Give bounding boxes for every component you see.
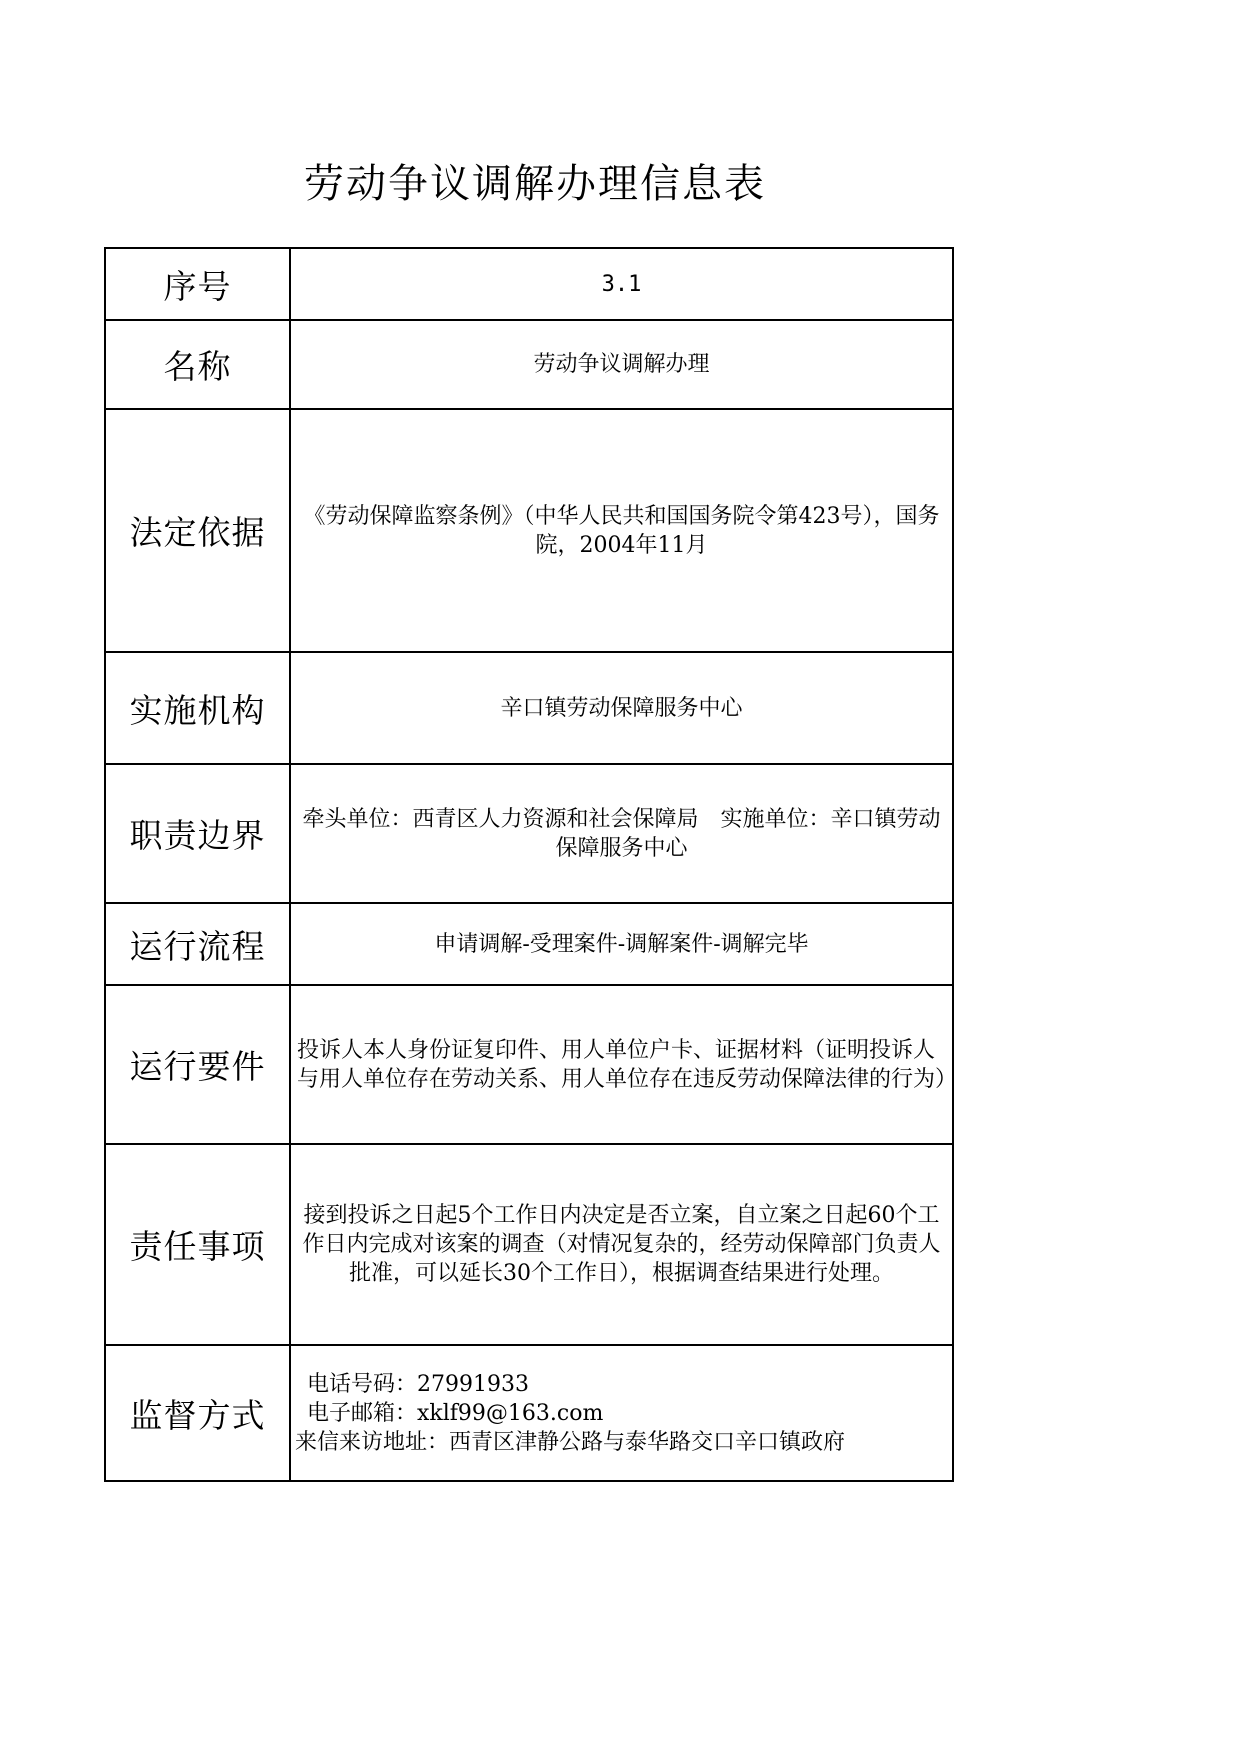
row-label-supervision: 监督方式 [105, 1345, 290, 1481]
row-label-duties: 责任事项 [105, 1144, 290, 1345]
row-label-serial: 序号 [105, 248, 290, 320]
row-label-responsibility-boundary: 职责边界 [105, 764, 290, 903]
page-title: 劳动争议调解办理信息表 [304, 161, 766, 207]
table-row [105, 764, 953, 903]
row-label-process: 运行流程 [105, 903, 290, 985]
row-label-institution: 实施机构 [105, 652, 290, 764]
table-row [105, 1345, 953, 1481]
table-row [105, 320, 953, 409]
row-value-institution: 辛口镇劳动保障服务中心 [290, 652, 953, 764]
row-value-legal-basis: 《劳动保障监察条例》（中华人民共和国国务院令第423号），国务院，2004年11月 [290, 409, 953, 652]
supervision-address: 来信来访地址：西青区津静公路与泰华路交口辛口镇政府 [295, 1429, 846, 1455]
table-row [105, 903, 953, 985]
row-label-legal-basis: 法定依据 [105, 409, 290, 652]
row-value-name: 劳动争议调解办理 [290, 320, 953, 409]
table-row [105, 985, 953, 1144]
supervision-email: 电子邮箱：xklf99@163.com [307, 1400, 604, 1426]
row-value-duties: 接到投诉之日起5个工作日内决定是否立案，自立案之日起60个工作日内完成对该案的调查（对情况复杂的，经劳动保障部门负责人批准，可以延长30个工作日），根据调查结果进行处理。 [290, 1144, 953, 1345]
table-row [105, 1144, 953, 1345]
row-label-requirements: 运行要件 [105, 985, 290, 1144]
table-row [105, 409, 953, 652]
table-row [105, 652, 953, 764]
table-row [105, 248, 953, 320]
row-value-process: 申请调解-受理案件-调解案件-调解完毕 [290, 903, 953, 985]
supervision-phone: 电话号码：27991933 [307, 1371, 529, 1397]
row-value-requirements: 投诉人本人身份证复印件、用人单位户卡、证据材料（证明投诉人与用人单位存在劳动关系、用人单位存在违反劳动保障法律的行为） [290, 985, 953, 1144]
row-label-name: 名称 [105, 320, 290, 409]
row-value-serial: 3.1 [290, 248, 953, 320]
row-value-supervision [290, 1345, 953, 1481]
info-table [104, 247, 958, 1482]
row-value-responsibility-boundary: 牵头单位：西青区人力资源和社会保障局 实施单位：辛口镇劳动保障服务中心 [290, 764, 953, 903]
